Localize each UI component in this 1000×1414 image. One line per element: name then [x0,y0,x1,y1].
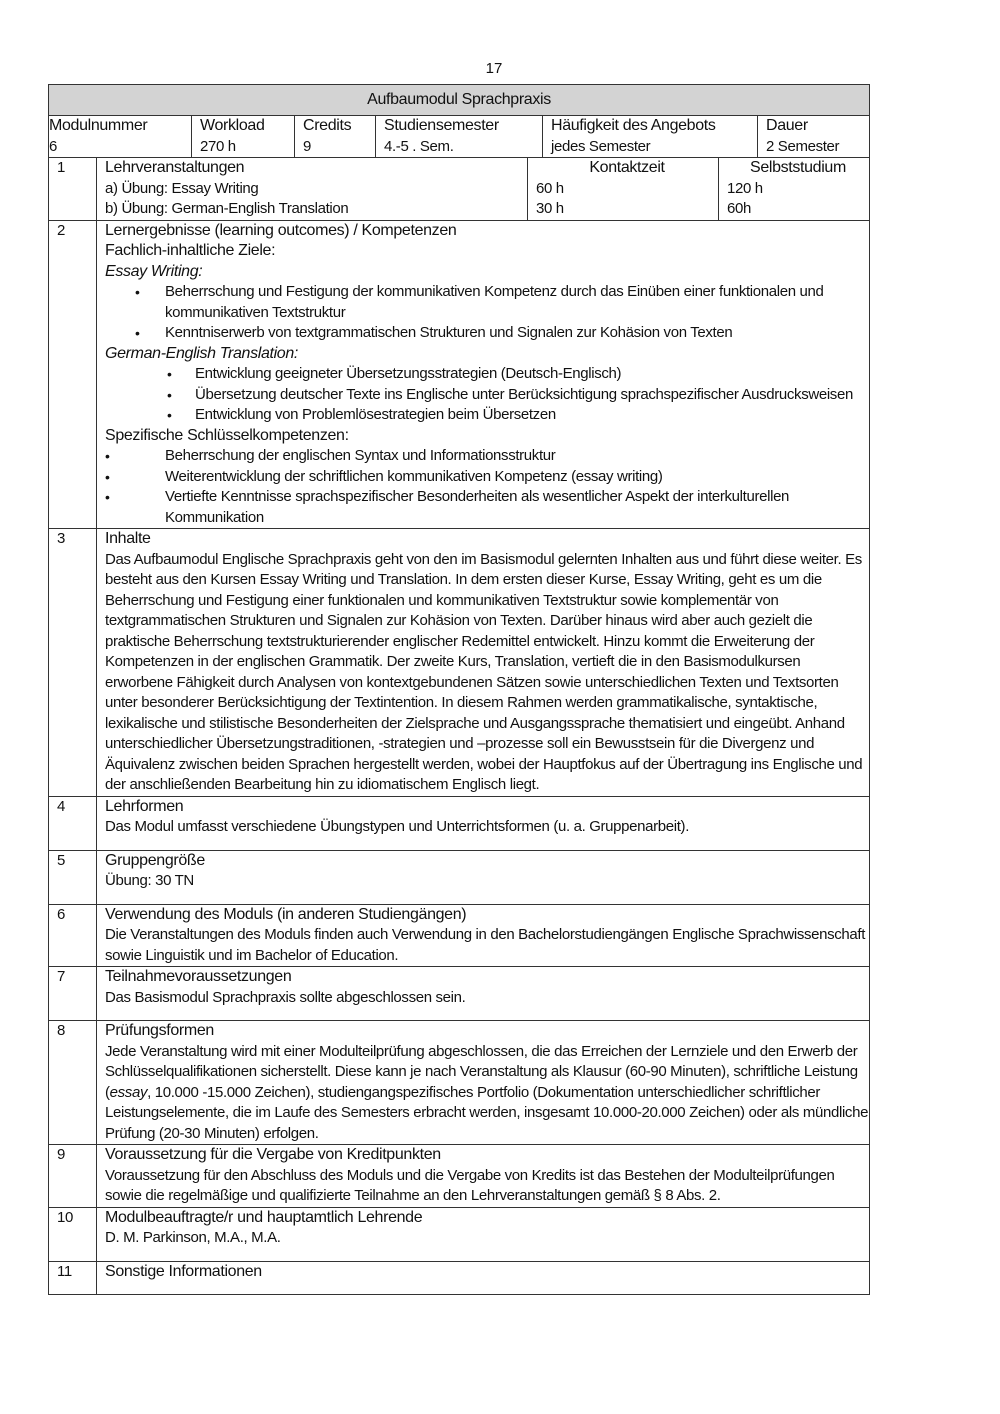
fachlich-subtitle: Fachlich-inhaltliche Ziele: [105,242,276,259]
list-item: • Kenntniserwerb von textgrammatischen Strukturen und Signalen zur Kohäsion von Texten [105,323,869,344]
course-a-kontakt: 60 h [536,179,564,197]
list-item: • Entwicklung geeigneter Übersetzungsstrategien (Deutsch-Englisch) [105,364,869,385]
page-number: 17 [485,60,503,77]
credits-cell [295,116,376,157]
semester-label: Studiensemester [384,117,499,134]
dauer-label: Dauer [766,117,808,134]
workload-label: Workload [200,117,265,134]
section-title: Prüfungsformen [105,1022,214,1039]
section-title: Inhalte [105,530,151,547]
translation-list [105,364,869,426]
list-item: • Entwicklung von Problemlösestrategien beim Übersetzen [105,405,869,426]
key-competences-list [105,446,869,528]
section-text: Die Veranstaltungen des Moduls finden auch Verwendung in den Bachelorstudiengängen Englische Sprachwissenschaft sowie Linguistik und im Bachelor of Education. [105,926,866,964]
section-number: 6 [49,904,97,967]
modulnummer-label: Modulnummer [49,117,148,134]
section-number: 10 [49,1207,97,1261]
section-text: Voraussetzung für den Abschluss des Moduls und die Vergabe von Kredits ist das Bestehen der Modulteilprüfungen sowie die regelmäßige und qualifizierte Teilnahme an den Lehrveranstaltungen gemäß § 8 Abs. 2. [105,1166,835,1204]
key-competences-subtitle: Spezifische Schlüsselkompetenzen: [105,426,349,444]
section-number: 7 [49,967,97,1021]
section-title: Teilnahmevoraussetzungen [105,968,292,985]
section-title: Sonstige Informationen [105,1262,262,1280]
section-text: Jede Veranstaltung wird mit einer Modulteilprüfung abgeschlossen, die das Erreichen der Lernziele und den Erwerb der Schlüsselqualifikationen sicherstellt. Diese kann je nach Veranstaltung als Klausur (60-90 Minuten), schriftliche Leistung (essay, 10.000 -15.000 Zeichen), studiengangspezifisches Portfolio (Dokumentation unterschiedlicher schriftlicher Leistungselemente, die im Laufe des Semesters erbracht werden, insgesamt 10.000-20.000 Zeichen) oder als mündliche Prüfung (20-30 Minuten) erfolgen. [105,1042,869,1142]
workload-value: 270 h [200,137,236,155]
haeufigkeit-label: Häufigkeit des Angebots [551,117,716,134]
section-9 [49,1145,870,1208]
credits-value: 9 [303,137,311,155]
section-number: 8 [49,1021,97,1145]
semester-cell [376,116,543,157]
courses-table [97,158,869,220]
haeufigkeit-cell [543,116,758,157]
list-item: • Beherrschung und Festigung der kommunikativen Kompetenz durch das Einüben einer funktionalen und kommunikativen Textstruktur [105,282,869,323]
dauer-cell [758,116,870,157]
section-number: 9 [49,1145,97,1208]
selbststudium-label: Selbststudium [750,159,846,176]
list-item: • Beherrschung der englischen Syntax und Informationsstruktur [105,446,869,467]
essay-subtitle: Essay Writing: [105,262,203,280]
section-text: Das Modul umfasst verschiedene Übungstypen und Unterrichtsformen (u. a. Gruppenarbeit). [105,818,690,835]
list-item: • Übersetzung deutscher Texte ins Englische unter Berücksichtigung sprachspezifischer Ausdrucksweisen [105,385,869,406]
semester-value: 4.-5 . Sem. [384,137,454,155]
module-title: Aufbaumodul Sprachpraxis [49,85,870,116]
essay-list [105,282,869,344]
section-number: 1 [49,158,97,221]
section-8 [49,1021,870,1145]
section-7 [49,967,870,1021]
header-row [49,116,870,158]
haeufigkeit-value: jedes Semester [551,137,651,155]
header-grid [49,116,869,157]
section-title: Voraussetzung für die Vergabe von Kreditpunkten [105,1146,441,1163]
section-number: 4 [49,796,97,850]
translation-subtitle: German-English Translation: [105,344,299,362]
section-1 [49,158,870,221]
dauer-value: 2 Semester [766,137,840,155]
workload-cell [192,116,295,157]
section-number: 11 [49,1261,97,1295]
section-title: Modulbeauftragte/r und hauptamtlich Lehrende [105,1208,423,1226]
section-title: Lehrformen [105,797,184,815]
section-title: Gruppengröße [105,851,205,869]
section-6 [49,904,870,967]
modulnummer-cell [49,116,192,157]
kontaktzeit-label: Kontaktzeit [589,159,665,176]
section-number: 5 [49,850,97,904]
section-title: Lehrveranstaltungen [105,159,245,176]
section-2 [49,220,870,529]
section-3 [49,529,870,797]
section-title: Verwendung des Moduls (in anderen Studiengängen) [105,905,467,923]
section-10 [49,1207,870,1261]
section-text: Das Basismodul Sprachpraxis sollte abgeschlossen sein. [105,988,466,1006]
course-a-selbst: 120 h [727,179,763,197]
course-b-name: b) Übung: German-English Translation [105,200,349,217]
modulnummer-value: 6 [49,137,57,155]
module-table [48,84,870,1295]
credits-label: Credits [303,117,352,134]
section-text: Übung: 30 TN [105,872,194,889]
section-number: 3 [49,529,97,797]
course-b-selbst: 60h [727,200,751,217]
section-11 [49,1261,870,1295]
section-number: 2 [49,220,97,529]
module-title-row [49,85,870,116]
list-item: • Vertiefte Kenntnisse sprachspezifischer Besonderheiten als wesentlicher Aspekt der interkulturellen Kommunikation [105,487,869,528]
section-text: D. M. Parkinson, M.A., M.A. [105,1229,281,1246]
course-a-name: a) Übung: Essay Writing [105,179,259,197]
section-text: Das Aufbaumodul Englische Sprachpraxis geht von den im Basismodul gelernten Inhalten aus und führt diese weiter. Es besteht aus den Kursen Essay Writing und Translation. In dem ersten dieser Kurse, Essay Writing, geht es um die Beherrschung und Festigung einer funktionalen und kommunikativen Textstruktur sowie komplementär von textgrammatischen Strukturen und Signalen zur Kohäsion von Texten. Darüber hinaus wird aber auch gezielt die praktische Beherrschung textstrukturierender englischer Redemittel entwickelt. Hinzu kommt die Erweiterung der Kompetenzen in der englischen Grammatik. Der zweite Kurs, Translation, vertieft die in den Basismodulkursen erworbene Fähigkeit durch Analysen von kontextgebundenen Sätzen sowie unterschiedlichen Texten und Textsorten unter besonderer Berücksichtigung der Textintention. In diesem Rahmen werden grammatikalische, syntaktische, lexikalische und stilistische Besonderheiten der Zielsprache und Ausgangssprache thematisiert und eingeübt. Anhand unterschiedlicher Übersetzungstraditionen, -strategien und –prozesse soll ein Bewusstsein für die Divergenz und Äquivalenz zwischen beiden Sprachen hergestellt werden, wobei der Hauptfokus auf der Übertragung ins Englische und der anschließenden Bearbeitung hin zu idiomatischem Englisch liegt. [105,550,863,793]
section-title: Lernergebnisse (learning outcomes) / Kompetenzen [105,221,457,239]
section-5 [49,850,870,904]
course-b-kontakt: 30 h [536,200,564,217]
list-item: • Weiterentwicklung der schriftlichen kommunikativen Kompetenz (essay writing) [105,467,869,488]
section-4 [49,796,870,850]
